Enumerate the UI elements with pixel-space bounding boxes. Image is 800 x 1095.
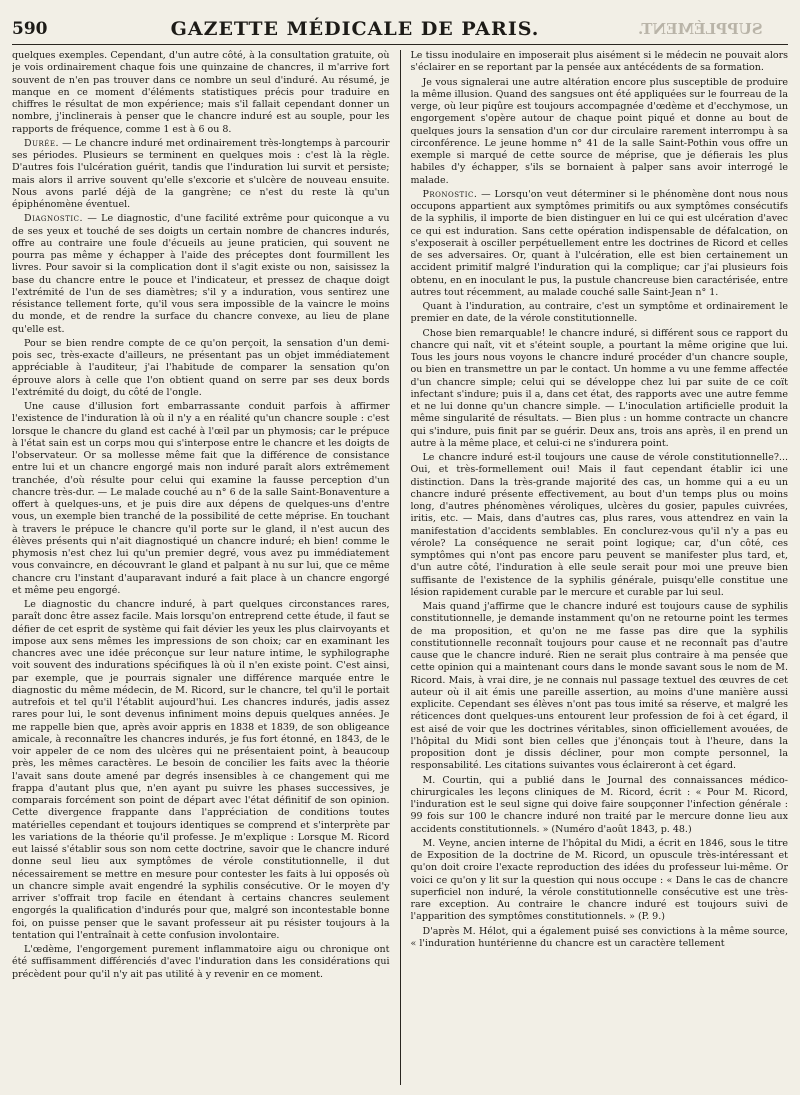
paragraph: Mais quand j'affirme que le chancre induré est toujours cause de syphilis constitutionnelle, je demande instamment qu'on ne retourne point les termes de ma proposition, et qu'on ne me fasse pas dire que la syphilis constitutionnelle reconnaît toujours pour cause et ne reconnaît pas d'autre cause que le chancre induré. Rien ne serait plus contraire à ma pensée que cette opinion qui a maintenant cours dans le monde savant sous le nom de M. Ricord. Mais, à vrai dire, je ne connais nul passage textuel des œuvres de cet auteur où il ait émis une pareille assertion, au moins d'une manière aussi explicite. Cependant ses élèves n'ont pas tous imité sa réserve, et malgré les réticences dont quelques-uns entourent leur profession de foi à cet égard, il est aisé de voir que les doctrines véritables, sinon officiellement avouées, de l'hôpital du Midi sont bien celles que j'énonçais tout à l'heure, dans la proposition dont je dissis décliner, pour mon compte personnel, la responsabilité. Les citations suivantes vous éclaireront à cet égard. — [410, 601, 788, 772]
paragraph: Pour se bien rendre compte de ce qu'on perçoit, la sensation d'un demi-pois sec, très-exacte d'ailleurs, ne présentant pas un objet immédiatement appréciable à l'auditeur, j'ai l'habitude de comparer la sensation qu'on éprouve alors à celle que l'on obtient quand on serre par ses deux bords l'extrémité du doigt, du côté de l'ongle. — [12, 337, 390, 398]
paragraph-text: — Le diagnostic, d'une facilité extrême pour quiconque a vu de ses yeux et touché de ses doigts un certain nombre de chancres indurés, offre au contraire une foule d'écueils au jeune praticien, qui souvent ne pourra pas même y échapper à l'aide des préceptes dont fourmillent les livres. Pour savoir si la complication dont il s'agit existe ou non, saisissez la base du chancre entre le pouce et l'indicateur, et pressez de chaque doigt l'extrémité de l'un de ses diamètres; s'il y a induration, vous sentirez une résistance tellement forte, qu'il vous sera impossible de la vaincre le moins du monde, et de rendre la surface du chancre convexe, au lieu de plane qu'elle est. — [12, 213, 390, 335]
paragraph: quelques exemples. Cependant, d'un autre côté, à la consultation gratuite, où je vois ordinairement chaque fois une quinzaine de chancres, il m'arrive fort souvent de n'en pas trouver dans ce nombre un seul d'induré. Au résumé, je manque en ce moment d'éléments statistiques précis pour traduire en chiffres le résultat de mon expérience; mais s'il fallait cependant donner un nombre, j'inclinerais à penser que le chancre induré est au souple, pour les rapports de fréquence, comme 1 est à 6 ou 8. — [12, 50, 390, 135]
section-head: Diagnostic. — [24, 213, 83, 225]
paragraph: L'œdème, l'engorgement purement inflammatoire aigu ou chronique ont été suffisamment différenciés d'avec l'induration dans les considérations qui précèdent pour qu'il n'y ait pas utilité à y revenir en ce moment. — [12, 944, 390, 980]
paragraph: Le diagnostic du chancre induré, à part quelques circonstances rares, paraît donc être assez facile. Mais lorsqu'on entreprend cette étude, il faut se défier de cet esprit de système qui fait dévier les yeux les plus clairvoyants et impose aux sens mêmes les impressions de son choix; car en examinant les chancres avec une idée préconçue sur leur nature intime, le syphilographe voit souvent des indurations spécifiques là où il n'en existe point. C'est ainsi, par exemple, que je pourrais signaler une différence marquée entre le diagnostic du même médecin, de M. Ricord, sur le chancre, tel qu'il le portait autrefois et tel qu'il l'établit aujourd'hui. Les chancres indurés, jadis assez rares pour lui, le sont devenus infiniment moins depuis quelques années. Je me rappelle bien que, après avoir appris en 1838 et 1839, de son obligeance amicale, à reconnaître les chancres indurés, je fus fort étonné, en 1843, de le voir appeler de ce nom des ulcères qui ne présentaient point, à beaucoup près, les mêmes caractères. Le besoin de concilier les faits avec la théorie l'avait sans doute amené par degrés insensibles à ce changement qui me frappa d'autant plus que, n'en ayant pu suivre les phases successives, je comparais forcément son point de départ avec l'état définitif de son opinion. Cette divergence frappante dans l'appréciation de conditions toutes matérielles cependant et toujours identiques se comprend et s'interprète par les variations de la théorie qu'il professe. Je m'explique : Lorsque M. Ricord eut laissé s'établir sous son nom cette doctrine, savoir que le chancre induré donne seul lieu aux symptômes de vérole constitutionnelle, il dut nécessairement se mettre en mesure pour contester les faits à lui opposés où un chancre simple avait engendré la syphilis consécutive. Or le moyen d'y arriver s'offrait trop facile en étendant à certains chancres seulement engorgés la qualification d'indurés pour que, malgré son incontestable bonne foi, on puisse penser que le savant professeur ait pu résister toujours à la tentation qui l'entraînait à cette confusion involontaire. — [12, 599, 390, 941]
paragraph: Le chancre induré est-il toujours une cause de vérole constitutionnelle?... Oui, et très-formellement oui! Mais il faut cependant établir ici une distinction. Dans la très-grande majorité des cas, un homme qui a eu un chancre induré présente effectivement, au bout d'un temps plus ou moins long, d'autres phénomènes véroliques, ulcères du gosier, papules cuivrées, iritis, etc. — Mais, dans d'autres cas, plus rares, vous attendrez en vain la manifestation d'accidents semblables. En conclurez-vous qu'il n'y a pas eu vérole? La conséquence ne serait point logique; car, d'un côté, ces symptômes qui n'ont pas encore paru peuvent se manifester plus tard, et, d'un autre côté, l'induration à elle seule serait pour moi une preuve bien suffisante de l'existence de la syphilis générale, puisqu'elle constitue une lésion rapidement curable par le mercure et curable par lui seul. — [410, 452, 788, 598]
column-divider — [400, 50, 401, 1085]
paragraph-text: — Le chancre induré met ordinairement très-longtemps à parcourir ses périodes. Plusieurs se terminent en quelques mois : c'est là la règle. D'autres fois l'ulcération guérit, tandis que l'induration lui survit et persiste; mais alors il arrive souvent qu'elle s'excorie et s'ulcère de nouveau ensuite. Nous avons parlé déjà de la gangrène; ce n'est du reste là qu'un épiphénomène éventuel. — [12, 137, 390, 210]
page-number: 590 — [12, 19, 48, 39]
paragraph-diagnostic — [12, 213, 390, 336]
paragraph: Une cause d'illusion fort embarrassante conduit parfois à affirmer l'existence de l'induration là où il n'y a en réalité qu'un chancre souple : c'est lorsque le chancre du gland est caché à l'œil par un phymosis; car le prépuce à l'état sain est un corps mou qui s'interpose entre le chancre et les doigts de l'observateur. Or sa mollesse même fait que la différence de consistance entre lui et un chancre engorgé mais non induré paraît alors extrêmement tranchée, d'où résulte pour celui qui examine la fausse perception d'un chancre très-dur. — Le malade couché au n° 6 de la salle Saint-Bonaventure a offert à quelques-uns, et je puis dire aux dépens de quelques-uns d'entre vous, un exemple bien tranché de la possibilité de cette méprise. En touchant à travers le prépuce le chancre qu'il porte sur le gland, il n'est aucun des élèves présents qui n'ait diagnostiqué un chancre induré; eh bien! comme le phymosis n'est chez lui qu'un premier degré, vous avez pu immédiatement vous convaincre, en découvrant le gland et palpant à nu sur lui, que ce même chancre cru l'instant d'auparavant induré a fait place à un chancre engorgé et même peu engorgé. — [12, 401, 390, 596]
page-header — [12, 14, 788, 45]
paragraph-text: — Lorsqu'on veut déterminer si le phénomène dont nous nous occupons appartient aux symptômes primitifs ou aux symptômes consécutifs de la syphilis, il importe de bien distinguer en lui ce qui est ulcération d'avec ce qui est induration. Sans cette opération indispensable de défalcation, on s'exposerait à osciller perpétuellement entre les doctrines de Ricord et celles de ses adversaires. Or, quant à l'ulcération, elle est bien certainement un accident primitif malgré l'induration qui la complique; car j'ai plusieurs fois obtenu, en en inoculant le pus, la pustule chancreuse bien caractérisée, entre autres tout récemment, au malade couché salle Saint-Jean n° 1. — [410, 188, 788, 298]
paragraph: Je vous signalerai une autre altération encore plus susceptible de produire la même illusion. Quand des sangsues ont été appliquées sur le fourreau de la verge, où leur piqûre est toujours accompagnée d'œdème et d'ecchymose, un engorgement s'opère autour de chaque point piqué et donne au bout de quelques jours la sensation d'un cor dur circulaire rarement interrompu à sa circonférence. Le jeune homme n° 41 de la salle Saint-Pothin vous offre un exemple si marqué de cette source de méprise, que je défierais les plus habiles d'y échapper, s'ils se bornaient à palper sans avoir interrogé le malade. — [410, 76, 788, 186]
paragraph-duree — [12, 138, 390, 212]
paragraph: Quant à l'induration, au contraire, c'est un symptôme et ordinairement le premier en date, de la vérole constitutionnelle. — [410, 301, 788, 325]
paragraph: M. Veyne, ancien interne de l'hôpital du Midi, a écrit en 1846, sous le titre de Exposition de la doctrine de M. Ricord, un opuscule très-intéressant et qu'on doit croire l'exacte reproduction des idées du professeur lui-même. Or voici ce qu'on y lit sur la question qui nous occupe : « Dans le cas de chancre superficiel non induré, la vérole constitutionnelle consécutive est une très-rare exception. Au contraire le chancre induré est toujours suivi de l'apparition des symptômes constitutionnels. » (P. 9.) — [410, 837, 788, 923]
article-columns — [12, 50, 788, 1085]
journal-title: GAZETTE MÉDICALE DE PARIS. — [170, 18, 540, 40]
paragraph-pronostic — [411, 189, 789, 299]
section-head: Pronostic. — [422, 188, 478, 200]
section-head: Durée. — [24, 137, 60, 149]
paragraph: Chose bien remarquable! le chancre induré, si différent sous ce rapport du chancre qui naît, vit et s'éteint souple, a pourtant la même origine que lui. Tous les jours nous voyons le chancre induré procéder d'un chancre souple, ou bien en transmettre un par le contact. Un homme a vu une femme affectée d'un chancre simple; celui qui se développe chez lui par suite de ce coït infectant s'indure; puis il a, dans cet état, des rapports avec une autre femme et ne lui donne qu'un chancre simple. — L'inoculation artificielle produit la même singularité de résultats. — Bien plus : un homme contracte un chancre qui s'indure, puis finit par se guérir. Deux ans, trois ans après, il en prend un autre à la même place, et celui-ci ne s'indurera point. — [410, 327, 788, 449]
bleed-through-text: SUPPLÉMENT. — [638, 20, 763, 38]
right-column — [411, 50, 789, 1085]
left-column — [12, 50, 390, 1085]
paragraph: M. Courtin, qui a publié dans le Journal des connaissances médico-chirurgicales les leçons cliniques de M. Ricord, écrit : « Pour M. Ricord, l'induration est le seul signe qui doive faire soupçonner l'infection générale : 99 fois sur 100 le chancre induré non traité par le mercure donne lieu aux accidents constitutionnels. » (Numéro d'août 1843, p. 48.) — [410, 774, 788, 835]
paragraph: Le tissu inodulaire en imposerait plus aisément si le médecin ne pouvait alors s'éclairer en se reportant par la pensée aux antécédents de sa formation. — [410, 50, 788, 74]
paragraph: D'après M. Hélot, qui a également puisé ses convictions à la même source, « l'induration huntérienne du chancre est un caractère tellement — [410, 925, 788, 949]
